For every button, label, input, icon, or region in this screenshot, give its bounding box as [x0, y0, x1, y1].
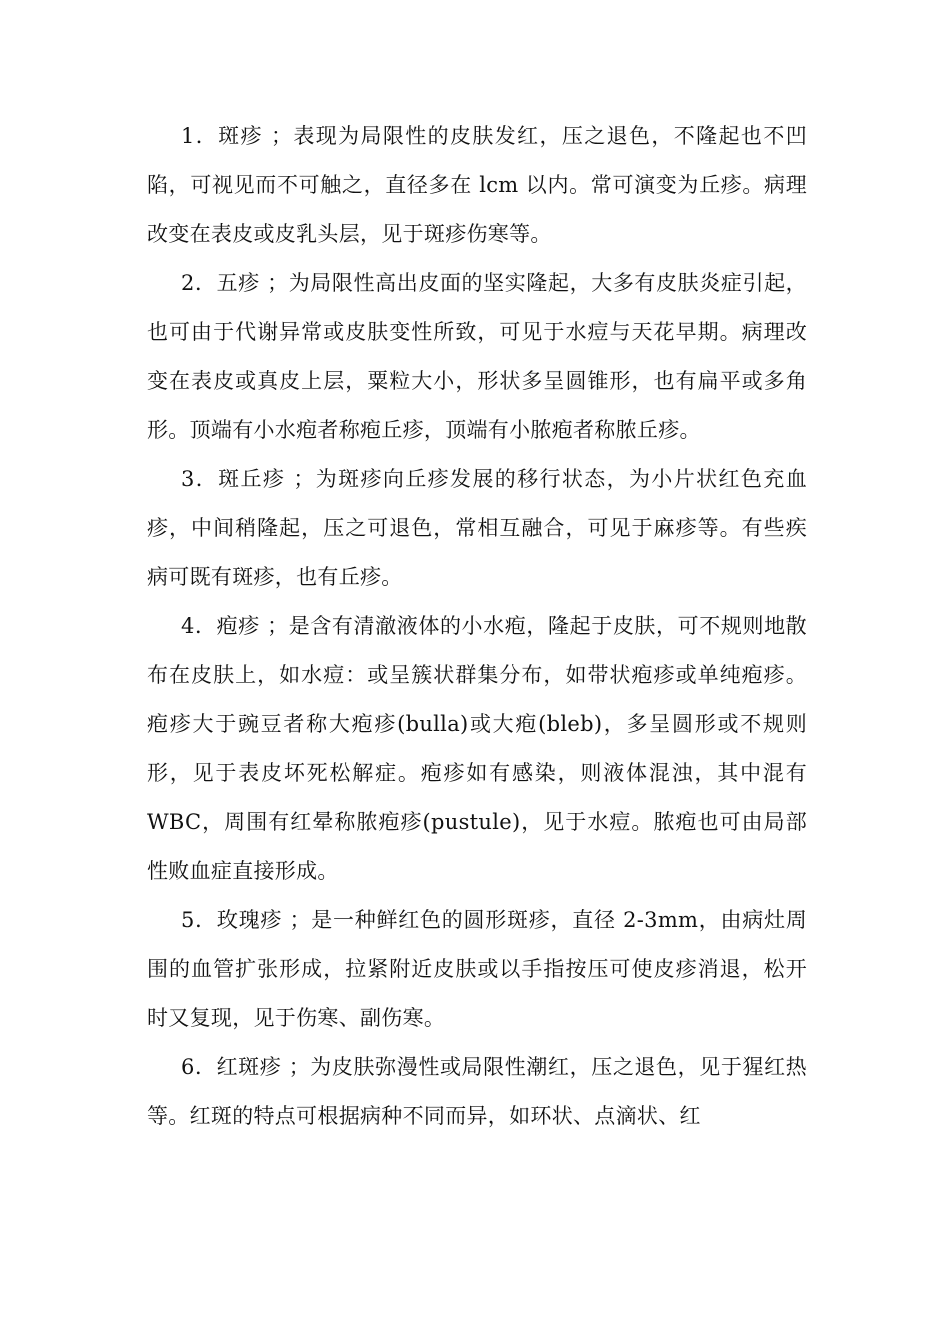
- paragraph-papule: 2．五疹 ；为局限性高出皮面的坚实隆起，大多有皮肤炎症引起，也可由于代谢异常或皮肤变性所致，可见于水痘与天花早期。病理改变在表皮或真皮上层，粟粒大小，形状多呈圆锥形，也有扁平或多角形。顶端有小水疱者称疱丘疹，顶端有小脓疱者称脓丘疹。: [147, 271, 807, 442]
- paragraph-macule: 1．斑疹 ；表现为局限性的皮肤发红，压之退色，不隆起也不凹陷，可视见而不可触之，直径多在 lcm 以内。常可演变为丘疹。病理改变在表皮或皮乳头层，见于斑疹伤寒等。: [147, 124, 807, 246]
- paragraph-vesicle: 4．疱疹 ；是含有清澈液体的小水疱，隆起于皮肤，可不规则地散布在皮肤上，如水痘：或呈簇状群集分布，如带状疱疹或单纯疱疹。疱疹大于豌豆者称大疱疹(bulla)或大疱(bleb)，多呈圆形或不规则形，见于表皮坏死松解症。疱疹如有感染，则液体混浊，其中混有 WBC，周围有红晕称脓疱疹(pustule)，见于水痘。脓疱也可由局部性败血症直接形成。: [147, 614, 807, 883]
- paragraph-maculopapule: 3．斑丘疹 ；为斑疹向丘疹发展的移行状态，为小片状红色充血疹，中间稍隆起，压之可退色，常相互融合，可见于麻疹等。有些疾病可既有斑疹，也有丘疹。: [147, 467, 807, 589]
- paragraph-erythema: 6．红斑疹 ；为皮肤弥漫性或局限性潮红，压之退色，见于猩红热等。红斑的特点可根据病种不同而异，如环状、点滴状、红: [147, 1055, 807, 1128]
- document-page: [147, 112, 807, 1141]
- paragraph-roseola: 5．玫瑰疹 ；是一种鲜红色的圆形斑疹，直径 2-3mm，由病灶周围的血管扩张形成，拉紧附近皮肤或以手指按压可使皮疹消退，松开时又复现，见于伤寒、副伤寒。: [147, 908, 807, 1030]
